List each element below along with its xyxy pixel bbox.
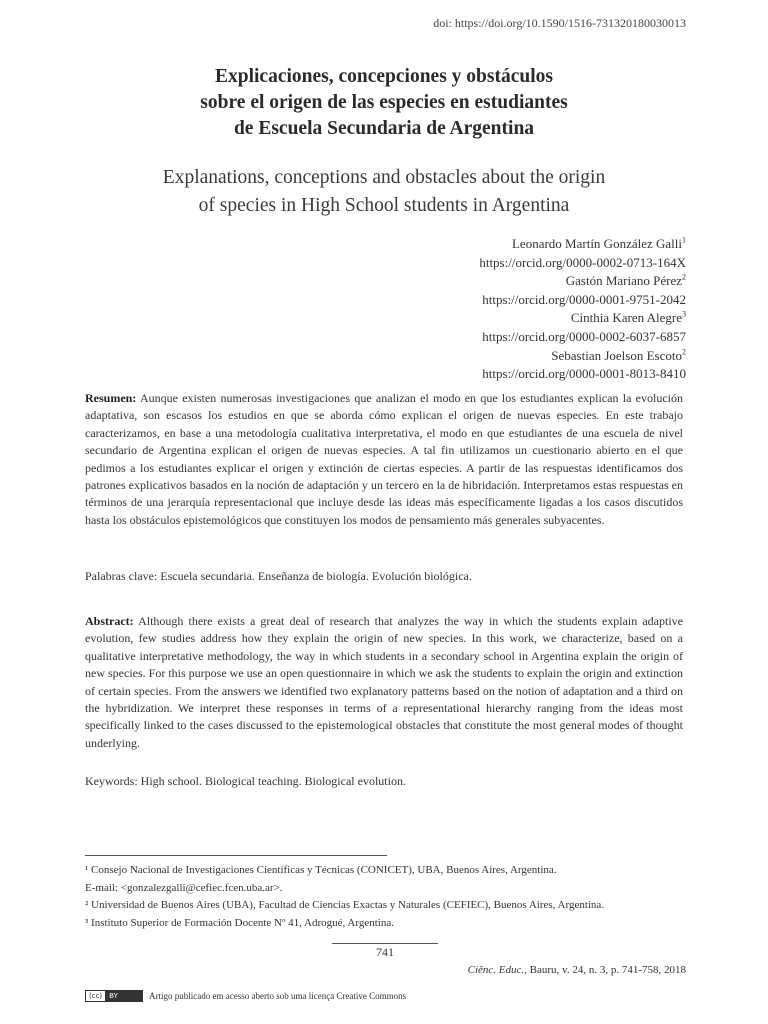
by-badge-label: BY xyxy=(105,991,142,1001)
abstract-label: Abstract: xyxy=(85,614,134,628)
footnote: ¹ Consejo Nacional de Investigaciones Científicas y Técnicas (CONICET), UBA, Buenos Aires, Argentina. xyxy=(85,864,557,876)
license-notice xyxy=(85,990,406,1002)
title-en-line: of species in High School students in Argentina xyxy=(198,195,570,216)
author-orcid[interactable]: https://orcid.org/0000-0002-6037-6857 xyxy=(482,328,686,344)
citation-details: , Bauru, v. 24, n. 3, p. 741-758, 2018 xyxy=(524,964,686,976)
footnote: ² Universidad de Buenos Aires (UBA), Facultad de Ciencias Exactas y Naturales (CEFIEC), Buenos Aires, Argentina. xyxy=(85,899,605,911)
page-number-divider xyxy=(332,943,438,944)
keywords: Keywords: High school. Biological teaching. Biological evolution. xyxy=(85,774,406,788)
footnotes xyxy=(85,862,683,932)
abstract-paragraph xyxy=(85,613,683,752)
author-name: Gastón Mariano Pérez$^2$ xyxy=(565,272,686,289)
author-name: Leonardo Martín González Galli$^1$ xyxy=(511,235,686,251)
footnote-divider xyxy=(85,855,387,856)
footnote: ³ Instituto Superior de Formación Docente Nº 41, Adrogué, Argentina. xyxy=(85,916,394,929)
journal-name: Ciênc. Educ. xyxy=(467,964,525,976)
title-spanish xyxy=(84,64,684,142)
author-list xyxy=(286,235,686,384)
doi-link[interactable]: doi: https://doi.org/10.1590/1516-731320180030013 xyxy=(433,16,686,30)
cc-badge-label: (cc) xyxy=(86,991,105,1001)
resumen-paragraph xyxy=(85,390,683,529)
title-english xyxy=(84,164,684,220)
title-es-line: Explicaciones, concepciones y obstáculos xyxy=(214,66,553,87)
author-orcid[interactable]: https://orcid.org/0000-0001-9751-2042 xyxy=(482,291,686,307)
page-number: 741 xyxy=(376,945,394,959)
title-es-line: sobre el origen de las especies en estudiantes xyxy=(200,92,568,113)
creative-commons-icon[interactable] xyxy=(85,990,143,1002)
license-text: Artigo publicado em acesso aberto sob uma licença Creative Commons xyxy=(149,991,407,1001)
footnote-email[interactable]: E-mail: <gonzalezgalli@cefiec.fcen.uba.ar>. xyxy=(85,881,283,894)
title-en-line: Explanations, conceptions and obstacles about the origin xyxy=(162,167,606,188)
author-name: Sebastian Joelson Escoto$^2$ xyxy=(551,347,686,363)
author-name: Cinthia Karen Alegre$^3$ xyxy=(570,310,686,326)
resumen-text: Aunque existen numerosas investigaciones que analizan el modo en que los estudiantes explican la evolución adaptativa, son escasos los estudios en que se aborda cómo explican el origen de nuevas especies. En este trabajo caracterizamos, en base a una metodología cualitativa interpretativa, el modo en que estudiantes de una escuela de nivel secundario de Argentina explican el origen de nuevas especies. A tal fin utilizamos un cuestionario abierto en el que pedimos a los estudiantes explicar el origen y extinción de ciertas especies. A partir de las respuestas identificamos dos patrones explicativos basados en la noción de adaptación y un tercero en la de hibridación. Interpretamos estas respuestas en términos de una jerarquía representacional que incluye desde las ideas más específicamente ligadas a los casos discutidos hasta los obstáculos epistemológicos que constituyen los modos de pensamiento más generales subyacentes. xyxy=(85,391,683,527)
palabras-clave: Palabras clave: Escuela secundaria. Enseñanza de biología. Evolución biológica. xyxy=(85,569,472,583)
resumen-label: Resumen: xyxy=(85,391,137,405)
abstract-text: Although there exists a great deal of research that analyzes the way in which the students explain adaptive evolution, few studies address how they explain the origin of new species. In this work, we characterize, based on a qualitative interpretative methodology, the way in which students in a secondary school in Argentina explain the origin of new species. For this purpose we use an open questionnaire in which we ask the students to explain the origin and extinction of certain species. From the answers we identified two explanatory patterns based on the notion of adaptation and a third on the hybridization. We interpret these responses in terms of a representational hierarchy ranging from the ideas most specifically linked to the cases discussed to the epistemological obstacles that constitute the most general modes of thought underlying. xyxy=(85,614,683,750)
author-orcid[interactable]: https://orcid.org/0000-0002-0713-164X xyxy=(479,254,686,270)
journal-citation xyxy=(468,964,686,976)
author-orcid[interactable]: https://orcid.org/0000-0001-8013-8410 xyxy=(482,366,686,382)
title-es-line: de Escuela Secundaria de Argentina xyxy=(233,118,535,139)
